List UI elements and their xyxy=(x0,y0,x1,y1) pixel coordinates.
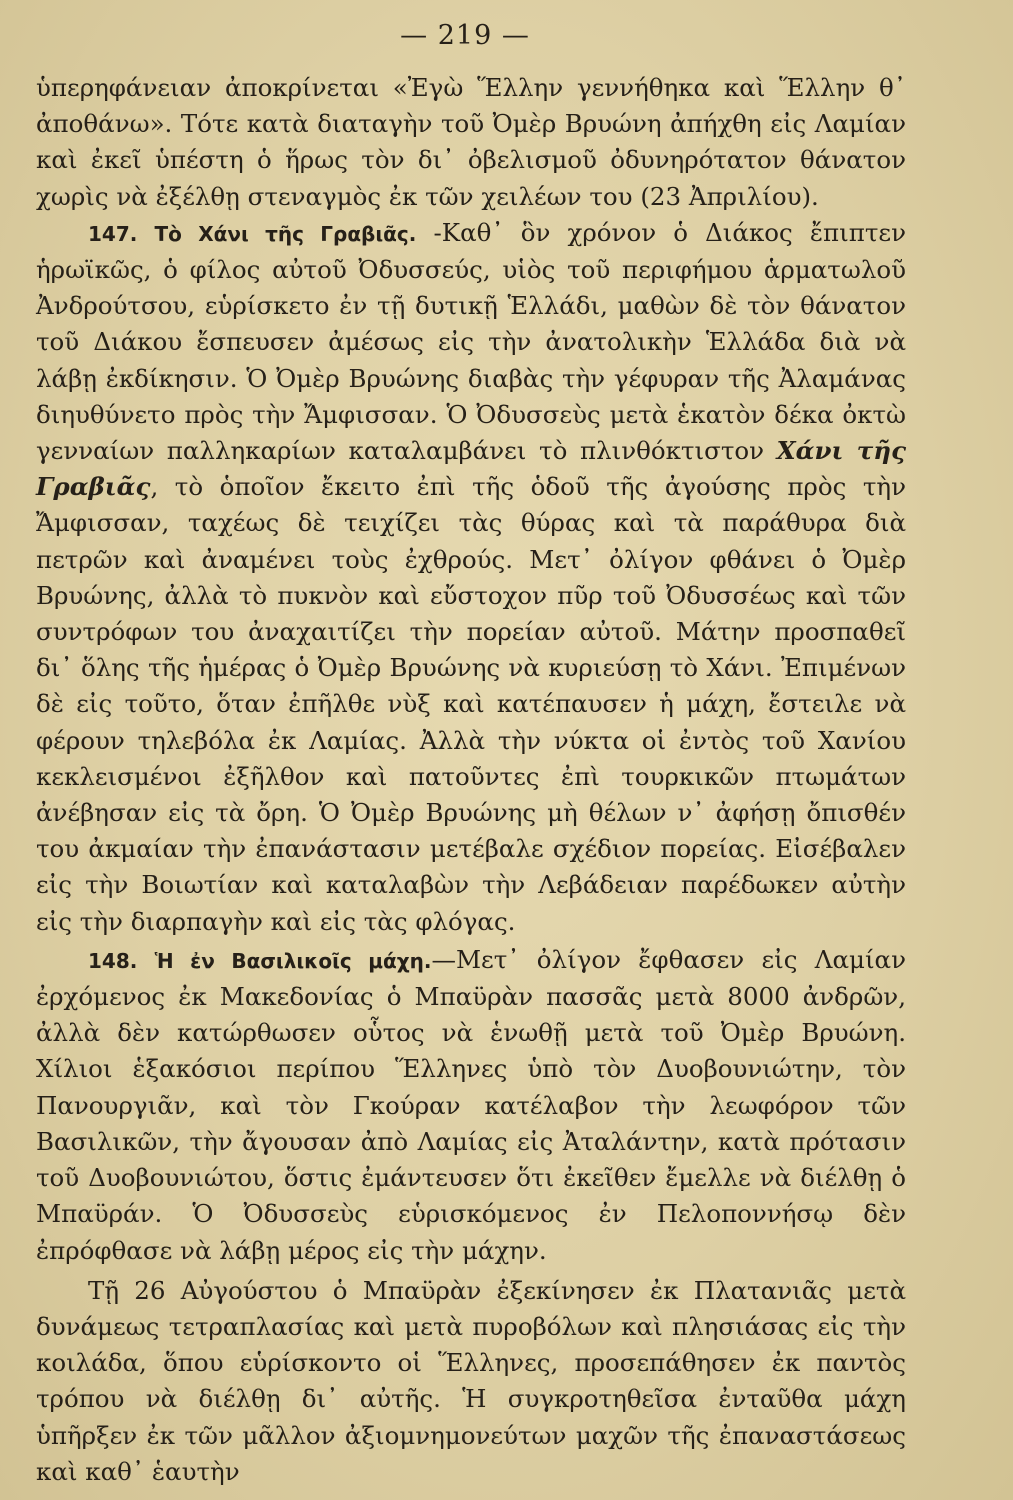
section-147-emphasis: Χάνι τῆς Γραβιᾶς xyxy=(36,436,906,502)
section-147 xyxy=(36,215,906,940)
paragraph-final: Τῇ 26 Αὐγούστου ὁ Μπαϋρὰν ἐξεκίνησεν ἐκ Πλατανιᾶς μετὰ δυνάμεως τετραπλασίας καὶ μετὰ πυροβόλων καὶ πλησιάσας εἰς τὴν κοιλάδα, ὅπου εὑρίσκοντο οἱ Ἕλληνες, προσεπάθησεν ἐκ παντὸς τρόπου νὰ διέλθῃ δι᾽ αὐτῆς. Ἡ συγκροτηθεῖσα ἐνταῦθα μάχη ὑπῆρξεν ἐκ τῶν μᾶλλον ἀξιομνημονεύτων μαχῶν τῆς ἐπαναστάσεως καὶ καθ᾽ ἑαυτὴν xyxy=(36,1275,906,1486)
section-147-title: Τὸ Χάνι τῆς Γραβιᾶς. xyxy=(154,221,417,246)
page-number: — 219 — xyxy=(400,20,530,51)
section-147-text-a: -Καθ᾽ ὃν χρόνον ὁ Διάκος ἔπιπτεν ἡρωϊκῶς, ὁ φίλος αὐτοῦ Ὀδυσσεύς, υἱὸς τοῦ περιφήμου ἁρματωλοῦ Ἀνδρούτσου, εὑρίσκετο ἐν τῇ δυτικῇ Ἑλλάδι, μαθὼν δὲ τὸν θάνατον τοῦ Διάκου ἔσπευσεν ἀμέσως εἰς τὴν ἀνατολικὴν Ἑλλάδα διὰ νὰ λάβῃ ἐκδίκησιν. Ὁ Ὀμὲρ Βρυώνης διαβὰς τὴν γέφυραν τῆς Ἀλαμάνας διηυθύνετο πρὸς τὴν Ἄμφισσαν. Ὁ Ὀδυσσεὺς μετὰ ἑκατὸν δέκα ὀκτὼ γενναίων παλληκαρίων καταλαμβάνει τὸ πλινθόκτιστον xyxy=(36,217,906,466)
paragraph-opening: ὑπερηφάνειαν ἀποκρίνεται «Ἐγὼ Ἕλλην γεννήθηκα καὶ Ἕλλην θ᾽ ἀποθάνω». Τότε κατὰ διαταγὴν τοῦ Ὀμὲρ Βρυώνη ἀπήχθη εἰς Λαμίαν καὶ ἐκεῖ ὑπέστη ὁ ἥρως τὸν δι᾽ ὀβελισμοῦ ὀδυνηρότατον θάνατον χωρὶς νὰ ἐξέλθῃ στεναγμὸς ἐκ τῶν χειλέων του (23 Ἀπριλίου). xyxy=(36,73,906,211)
section-148-title: Ἡ ἐν Βασιλικοῖς μάχη. xyxy=(154,948,432,973)
section-148 xyxy=(36,942,906,1269)
body-text xyxy=(36,70,906,1490)
section-147-number: 147. xyxy=(88,221,138,246)
section-148-number: 148. xyxy=(88,948,138,973)
section-148-text: —Μετ᾽ ὀλίγον ἔφθασεν εἰς Λαμίαν ἐρχόμενος ἐκ Μακεδονίας ὁ Μπαϋρὰν πασσᾶς μετὰ 8000 ἀνδρῶν, ἀλλὰ δὲν κατώρθωσεν οὗτος νὰ ἑνωθῇ μετὰ τοῦ Ὀμὲρ Βρυώνη. Χίλιοι ἑξακόσιοι περίπου Ἕλληνες ὑπὸ τὸν Δυοβουνιώτην, τὸν Πανουργιᾶν, καὶ τὸν Γκούραν κατέλαβον τὴν λεωφόρον τῶν Βασιλικῶν, τὴν ἄγουσαν ἀπὸ Λαμίας εἰς Ἀταλάντην, κατὰ πρότασιν τοῦ Δυοβουνιώτου, ὅστις ἐμάντευσεν ὅτι ἐκεῖθεν ἔμελλε νὰ διέλθῃ ὁ Μπαϋράν. Ὁ Ὀδυσσεὺς εὑρισκόμενος ἐν Πελοποννήσῳ δὲν ἐπρόφθασε νὰ λάβῃ μέρος εἰς τὴν μάχην. xyxy=(36,944,906,1265)
section-147-text-b: , τὸ ὁποῖον ἔκειτο ἐπὶ τῆς ὁδοῦ τῆς ἀγούσης πρὸς τὴν Ἄμφισσαν, ταχέως δὲ τειχίζει τὰς θύρας καὶ τὰ παράθυρα διὰ πετρῶν καὶ ἀναμένει τοὺς ἐχθρούς. Μετ᾽ ὀλίγον φθάνει ὁ Ὀμὲρ Βρυώνης, ἀλλὰ τὸ πυκνὸν καὶ εὔστοχον πῦρ τοῦ Ὀδυσσέως καὶ τῶν συντρόφων του ἀναχαιτίζει τὴν πορείαν αὐτοῦ. Μάτην προσπαθεῖ δι᾽ ὅλης τῆς ἡμέρας ὁ Ὀμὲρ Βρυώνης νὰ κυριεύσῃ τὸ Χάνι. Ἐπιμένων δὲ εἰς τοῦτο, ὅταν ἐπῆλθε νὺξ καὶ κατέπαυσεν ἡ μάχη, ἔστειλε νὰ φέρουν τηλεβόλα ἐκ Λαμίας. Ἀλλὰ τὴν νύκτα οἱ ἐντὸς τοῦ Χανίου κεκλεισμένοι ἐξῆλθον καὶ πατοῦντες ἐπὶ τουρκικῶν πτωμάτων ἀνέβησαν εἰς τὰ ὄρη. Ὁ Ὀμὲρ Βρυώνης μὴ θέλων ν᾽ ἀφήσῃ ὄπισθέν του ἀκμαίαν τὴν ἐπανάστασιν μετέβαλε σχέδιον πορείας. Εἰσέβαλεν εἰς τὴν Βοιωτίαν καὶ καταλαβὼν τὴν Λεβάδειαν παρέδωκεν αὐτὴν εἰς τὴν διαρπαγὴν καὶ εἰς τὰς φλόγας. xyxy=(36,472,906,936)
